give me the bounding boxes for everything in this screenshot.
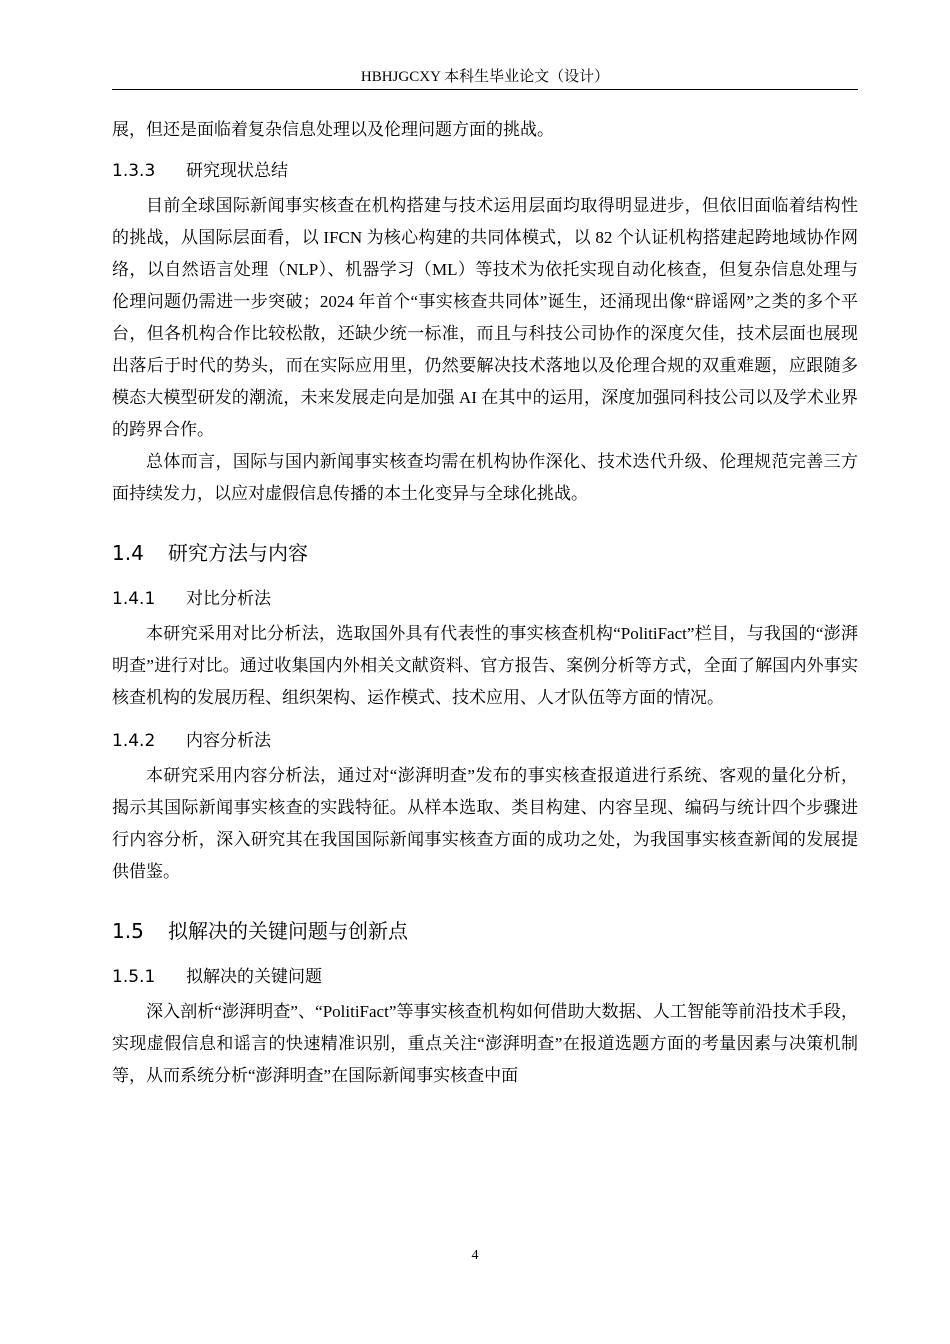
page-number: 4: [471, 1248, 479, 1263]
section-title: 对比分析法: [186, 589, 271, 609]
section-number: 1.5: [112, 919, 144, 943]
running-header: HBHJGCXY 本科生毕业论文（设计）: [360, 69, 610, 85]
section-title: 拟解决的关键问题: [186, 967, 322, 987]
section-title: 研究方法与内容: [168, 541, 308, 565]
section-number: 1.4.2: [112, 731, 156, 751]
page-body: [112, 112, 858, 1092]
heading-1-4: [112, 536, 858, 570]
section-title: 内容分析法: [186, 731, 271, 751]
header-divider: [112, 89, 858, 90]
heading-1-4-2: [112, 726, 858, 756]
section-title: 拟解决的关键问题与创新点: [168, 919, 408, 943]
heading-1-3-3: [112, 156, 858, 186]
section-number: 1.4: [112, 541, 144, 565]
section-number: 1.3.3: [112, 161, 156, 181]
paragraph-continuation: 展，但还是面临着复杂信息处理以及伦理问题方面的挑战。: [112, 120, 554, 139]
paragraph-research-summary: 目前全球国际新闻事实核查在机构搭建与技术运用层面均取得明显进步，但依旧面临着结构性的挑战，从国际层面看，以 IFCN 为核心构建的共同体模式，以 82 个认证机构搭建起跨地域协作网络，以自然语言处理（NLP）、机器学习（ML）等技术为依托实现自动化核查，但复杂信息处理与伦理问题仍需进一步突破；2024 年首个“事实核查共同体”诞生，还涌现出像“辟谣网”之类的多个平台，但各机构合作比较松散，还缺少统一标准，而且与科技公司协作的深度欠佳，技术层面也展现出落后于时代的势头，而在实际应用里，仍然要解决技术落地以及伦理合规的双重难题，应跟随多模态大模型研发的潮流，未来发展走向是加强 AI 在其中的运用，深度加强同科技公司以及学术业界的跨界合作。: [112, 196, 858, 439]
section-title: 研究现状总结: [186, 161, 288, 181]
paragraph-content-analysis: 本研究采用内容分析法，通过对“澎湃明查”发布的事实核查报道进行系统、客观的量化分析，揭示其国际新闻事实核查的实践特征。从样本选取、类目构建、内容呈现、编码与统计四个步骤进行内容分析，深入研究其在我国国际新闻事实核查方面的成功之处，为我国事实核查新闻的发展提供借鉴。: [112, 766, 858, 881]
heading-1-5: [112, 914, 858, 948]
section-number: 1.5.1: [112, 967, 156, 987]
heading-1-5-1: [112, 962, 858, 992]
paragraph-comparative-method: 本研究采用对比分析法，选取国外具有代表性的事实核查机构“PolitiFact”栏目，与我国的“澎湃明查”进行对比。通过收集国内外相关文献资料、官方报告、案例分析等方式，全面了解国内外事实核查机构的发展历程、组织架构、运作模式、技术应用、人才队伍等方面的情况。: [112, 624, 858, 707]
paragraph-overall: 总体而言，国际与国内新闻事实核查均需在机构协作深化、技术迭代升级、伦理规范完善三方面持续发力，以应对虚假信息传播的本土化变异与全球化挑战。: [112, 452, 858, 503]
section-number: 1.4.1: [112, 589, 156, 609]
heading-1-4-1: [112, 584, 858, 614]
paragraph-key-problems: 深入剖析“澎湃明查”、“PolitiFact”等事实核查机构如何借助大数据、人工智能等前沿技术手段，实现虚假信息和谣言的快速精准识别，重点关注“澎湃明查”在报道选题方面的考量因素与决策机制等，从而系统分析“澎湃明查”在国际新闻事实核查中面: [112, 1002, 858, 1085]
